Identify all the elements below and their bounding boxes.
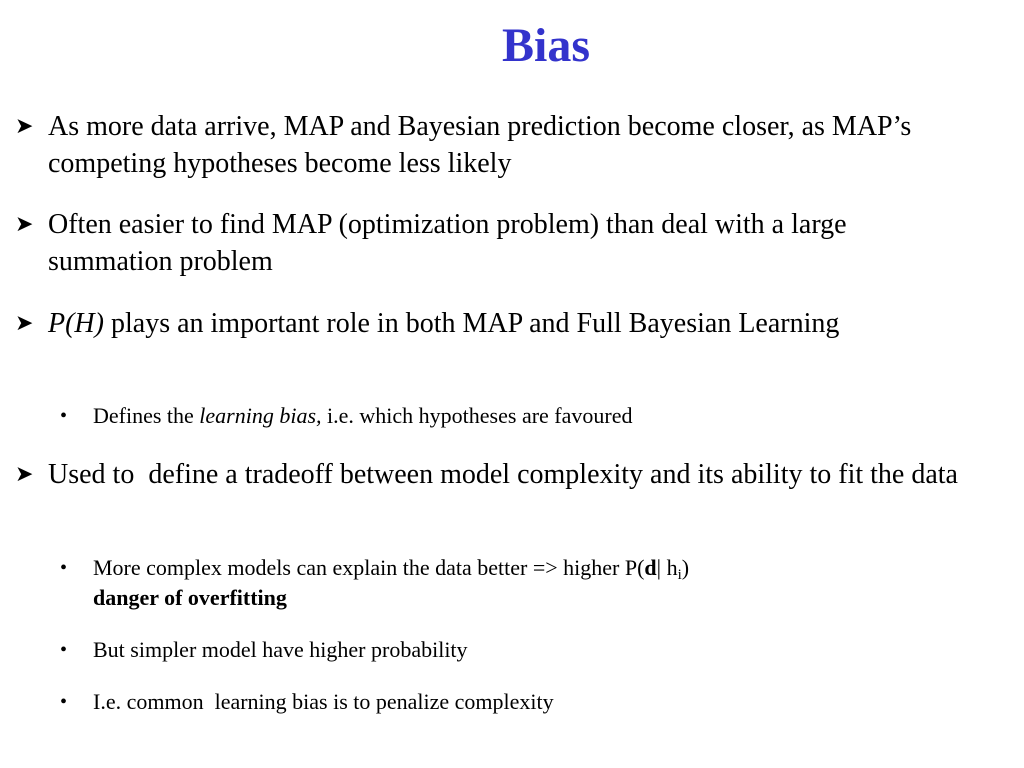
sub-bullet-4-3-text: I.e. common learning bias is to penalize complexity [93, 689, 554, 714]
sub-bullet-4-3 [60, 687, 960, 717]
dot-bullet-icon: • [60, 557, 68, 579]
sub-bullet-3-1-italic: learning bias, [199, 403, 322, 428]
sub-bullet-3-1 [60, 401, 960, 431]
bullet-2-text: Often easier to find MAP (optimization problem) than deal with a large summation problem [48, 209, 847, 277]
bullet-4-text: Used to define a tradeoff between model complexity and its ability to fit the data [48, 459, 958, 490]
slide-title: Bias [501, 19, 591, 72]
sub-bullet-4-2-text: But simpler model have higher probability [93, 637, 468, 662]
sub-bullet-4-1-pre: More complex models can explain the data better => higher P( [93, 555, 645, 580]
sub-bullet-4-1-text [93, 553, 960, 613]
sub-bullet-4-1-post: ) [681, 555, 690, 580]
bullet-1 [15, 108, 965, 182]
dot-bullet-icon: • [60, 405, 68, 427]
bullet-4 [15, 456, 965, 493]
dot-bullet-icon: • [60, 639, 68, 661]
arrow-bullet-icon: ➤ [15, 311, 34, 336]
bullet-3-italic-lead: P(H) [48, 308, 104, 339]
sub-bullet-3-1-post: i.e. which hypotheses are favoured [321, 403, 633, 428]
sub-bullet-4-1-mid: | h [656, 555, 678, 580]
bullet-3 [15, 305, 965, 342]
sub-bullet-4-1-bold-d: d [644, 555, 657, 580]
sub-bullet-4-1-subscript: i [677, 567, 682, 583]
arrow-bullet-icon: ➤ [15, 212, 34, 237]
bullet-1-text: As more data arrive, MAP and Bayesian prediction become closer, as MAP’s competing hypotheses become less likely [48, 111, 912, 179]
sub-bullet-4-1 [60, 553, 960, 613]
dot-bullet-icon: • [60, 691, 68, 713]
sub-bullet-4-1-bold-line: danger of overfitting [93, 585, 287, 610]
sub-bullet-3-1-pre: Defines the [93, 403, 200, 428]
bullet-3-text-rest: plays an important role in both MAP and Full Bayesian Learning [103, 308, 840, 339]
sub-bullet-3-1-text [93, 401, 960, 431]
sub-bullet-4-2 [60, 635, 960, 665]
arrow-bullet-icon: ➤ [15, 462, 34, 487]
arrow-bullet-icon: ➤ [15, 114, 34, 139]
bullet-3-text [48, 305, 965, 342]
bullet-2 [15, 206, 965, 280]
